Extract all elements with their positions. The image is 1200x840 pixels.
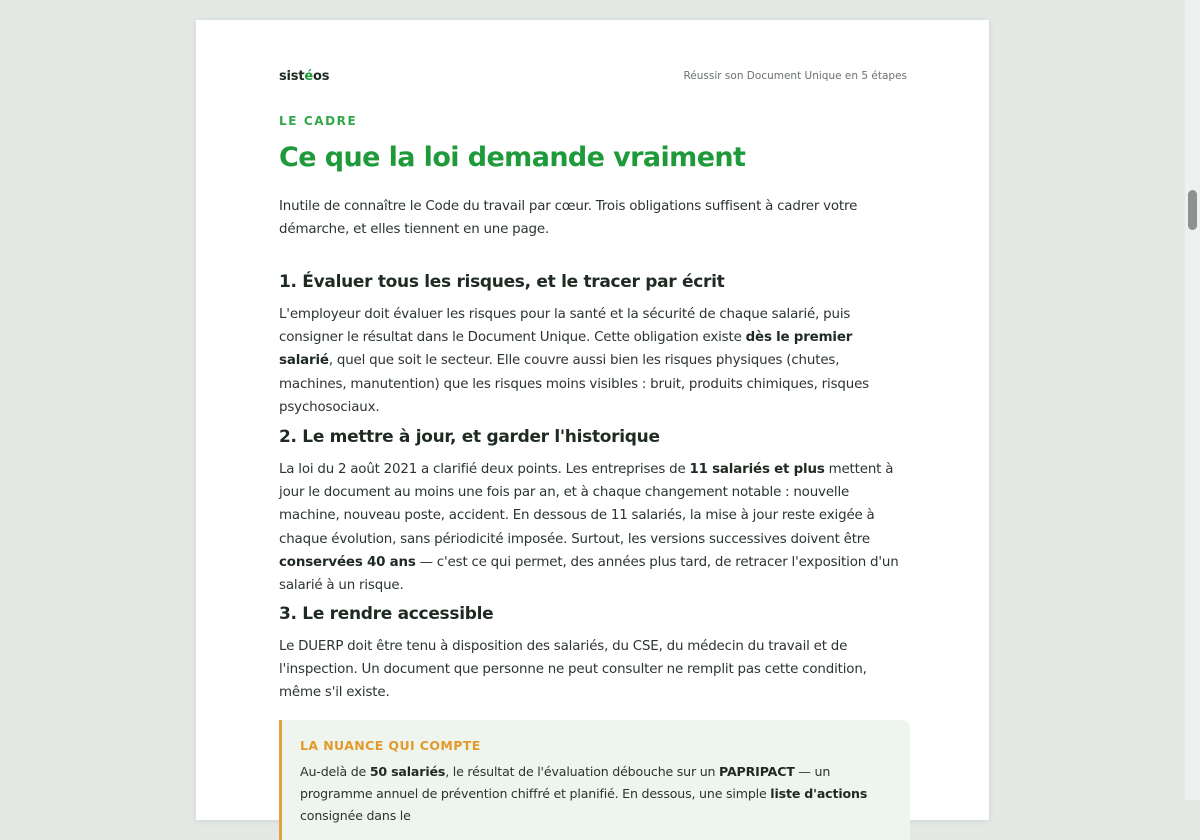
logo-accent: é [304,69,313,84]
brand-logo [279,69,329,84]
section-title: Ce que la loi demande vraiment [279,142,746,173]
obligation-2-paragraph [279,458,907,597]
callout-box [279,720,910,840]
logo-suffix: os [312,69,330,84]
logo-prefix: sist [279,69,305,84]
section-eyebrow: LE CADRE [279,114,358,128]
obligation-3-heading: 3. Le rendre accessible [279,604,494,624]
emphasis-text: conservées 40 ans [279,554,416,570]
text-run: La loi du 2 août 2021 a clarifié deux points. Les entreprises de [279,462,690,477]
emphasis-text: liste d'actions [770,786,868,801]
text-run: — un programme annuel de prévention chiffré et planifié. En dessous, une simple [300,764,831,801]
text-run: L'employeur doit évaluer les risques pour la santé et la sécurité de chaque salarié, puis consigner le résultat dans le Document Unique. Cette obligation existe [279,307,851,346]
text-run: , le résultat de l'évaluation débouche sur un [445,764,720,779]
emphasis-text: 50 salariés [369,764,446,779]
emphasis-text: dès le premier salarié [279,330,853,369]
obligation-2-heading: 2. Le mettre à jour, et garder l'historique [279,427,660,447]
obligation-1-heading: 1. Évaluer tous les risques, et le tracer par écrit [279,272,725,292]
callout-title: LA NUANCE QUI COMPTE [300,738,481,753]
callout-text [300,761,890,827]
obligation-3-paragraph [279,635,907,705]
scrollbar-thumb[interactable] [1188,190,1197,230]
obligation-1-paragraph [279,303,907,419]
text-run: consignée dans le [300,808,411,823]
vertical-scrollbar[interactable] [1185,0,1200,800]
text-run: Au-delà de [300,764,370,779]
emphasis-text: 11 salariés et plus [689,462,825,477]
document-page [196,20,989,823]
text-run: , quel que soit le secteur. Elle couvre aussi bien les risques physiques (chutes, machines, manutention) que les risques moins visibles : bruit, produits chimiques, risques psychosociaux. [279,353,869,415]
text-run: — c'est ce qui permet, des années plus tard, de retracer l'exposition d'un salarié à un risque. [279,554,899,594]
intro-paragraph: Inutile de connaître le Code du travail par cœur. Trois obligations suffisent à cadrer votre démarche, et elles tiennent en une page. [279,199,858,238]
text-run: mettent à jour le document au moins une fois par an, et à chaque changement notable : nouvelle machine, nouveau poste, accident. En dessous de 11 salariés, la mise à jour reste exigée à chaque évolution, sans périodicité imposée. Surtout, les versions successives doivent être [279,462,894,547]
emphasis-text: PAPRIPACT [719,764,795,779]
document-title: Réussir son Document Unique en 5 étapes [683,70,907,82]
page-header [279,69,907,87]
text-run: Le DUERP doit être tenu à disposition des salariés, du CSE, du médecin du travail et de l'inspection. Un document que personne ne peut consulter ne remplit pas cette condition, même s'il existe. [279,639,867,701]
